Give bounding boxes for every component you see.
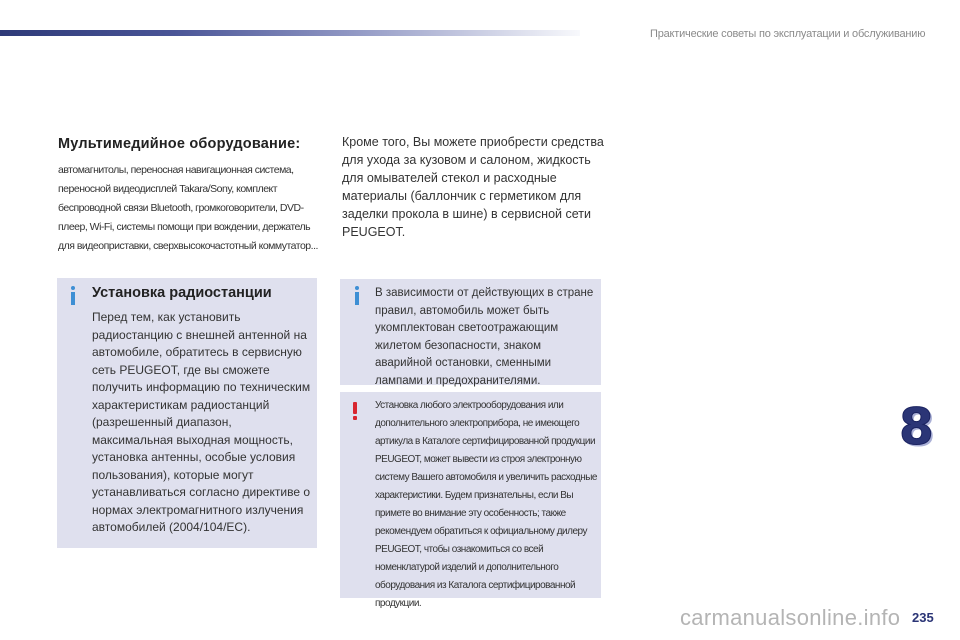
accessories-intro-text: Кроме того, Вы можете приобрести средства для ухода за кузовом и салоном, жидкость для омывателей стекол и расходные материалы (баллончик с герметиком для заделки прокола в шине) в сервисной сети PEUGEOT.: [342, 135, 604, 239]
header-bar: [0, 30, 580, 36]
multimedia-heading: Мультимедийное оборудование:: [58, 136, 301, 152]
warning-exclamation-icon: [350, 402, 360, 420]
watermark: carmanualsonline.info: [680, 605, 901, 630]
electrical-equipment-warning-text: Установка любого электрооборудования или дополнительного электроприбора, не имеющего артикула в Каталоге сертифицированной продукции PEUGEOT, может вывести из строя электронную систему Вашего автомобиля и увеличить расходные характеристики. Будем признательны, если Вы примете во внимание эту особенность; также рекомендуем обратиться к официальному дилеру PEUGEOT, чтобы ознакомиться со всей номенклатурой изделий и дополнительного оборудования из Каталога сертифицированной продукции.: [375, 400, 597, 609]
radio-installation-title: Установка радиостанции: [92, 285, 272, 301]
safety-equipment-info-text: В зависимости от действующих в стране правил, автомобиль может быть укомплектован светоотражающим жилетом безопасности, знаком аварийной остановки, сменными лампами и предохранителями.: [375, 287, 594, 387]
chapter-number: 8: [899, 398, 934, 456]
page-number: 235: [912, 610, 934, 625]
info-icon: [352, 286, 362, 305]
radio-installation-text: Перед тем, как установить радиостанцию с внешней антенной на автомобиле, обратитесь в сервисную сеть PEUGEOT, где вы сможете получить информацию по техническим характеристикам радиостанций (разрешенный диапазон, максимальная выходная мощность, установка антенны, особые условия пользования), которые могут устанавливаться согласно директиве о нормах электромагнитного излучения автомобилей (2004/104/EC).: [92, 310, 311, 534]
multimedia-items-text: автомагнитолы, переносная навигационная система, переносной видеодисплей Takara/Sony, комплект беспроводной связи Bluetooth, громкоговорители, DVD-плеер, Wi-Fi, системы помощи при вождении, держатель для видеоприставки, сверхвысокочастотный коммутатор...: [58, 164, 318, 252]
section-title: Практические советы по эксплуатации и обслуживанию: [650, 28, 926, 40]
info-icon: [68, 286, 78, 305]
